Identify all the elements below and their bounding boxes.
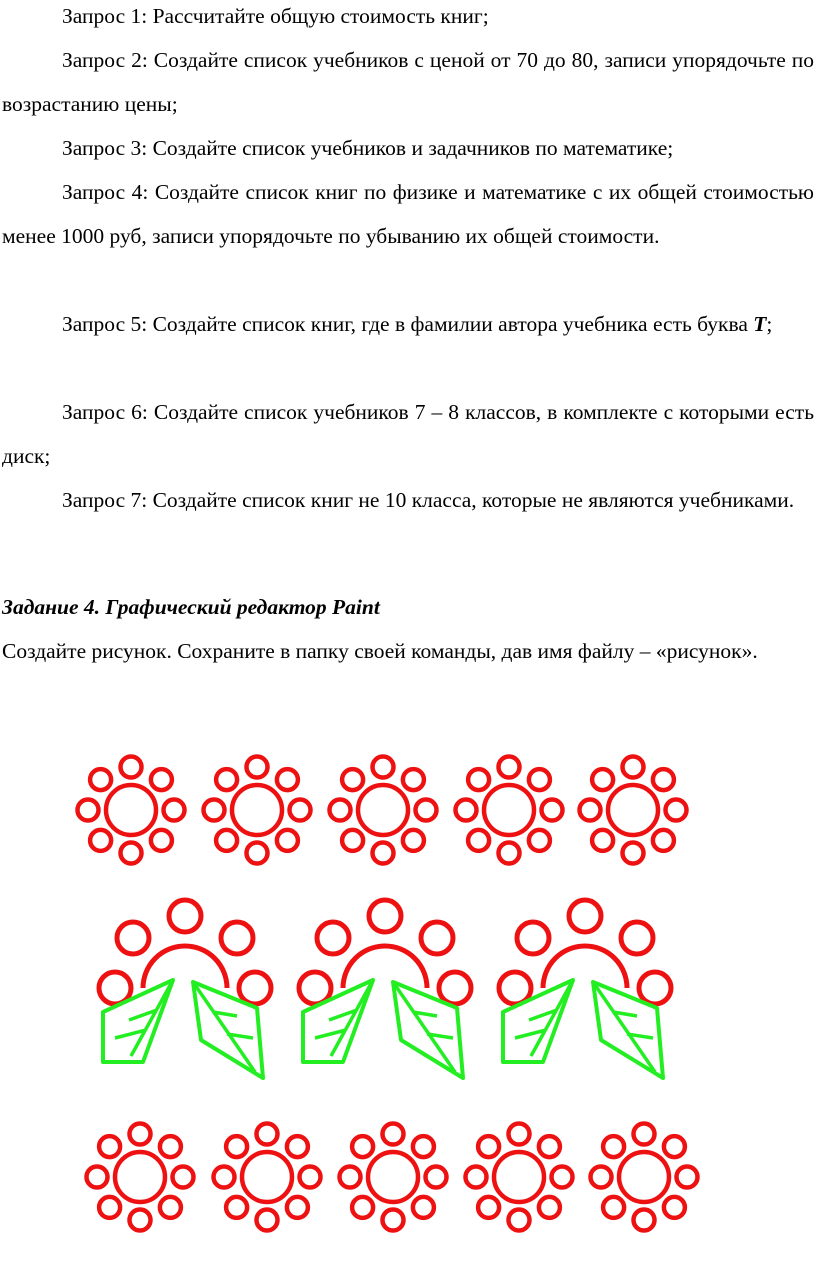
flower-petal [221,922,253,954]
flower-petal [239,972,271,1004]
flower-petal [592,769,613,790]
flower-petal [216,830,237,851]
flower-petal [151,830,172,851]
query-1: Запрос 1: Рассчитайте общую стоимость книг; [62,4,489,28]
flower-petal [373,843,394,864]
flower-petal [383,1210,404,1231]
small-flower-bottom-1 [87,1124,194,1231]
flower-petal [340,1167,361,1188]
flower-petal [90,830,111,851]
flower-petal [603,1197,624,1218]
small-flower-top-5 [580,757,687,864]
flower-petal [664,1197,685,1218]
small-flower-top-3 [330,757,437,864]
flower-petal [330,800,351,821]
flower-center [494,1152,544,1202]
flower-petal [529,830,550,851]
flower-petal [342,769,363,790]
flower-petal [204,800,225,821]
flower-center [484,785,534,835]
flower-petal [677,1167,698,1188]
large-flower-3 [499,900,671,1078]
flower-petal [416,800,437,821]
flower-petal [373,757,394,778]
flower-petal [413,1136,434,1157]
flower-petal [509,1210,530,1231]
flower-center [106,785,156,835]
flower-petal [383,1124,404,1145]
flower-petal [591,1167,612,1188]
query-3: Запрос 3: Создайте список учебников и задачников по математике; [62,136,674,160]
flower-petal [216,769,237,790]
flower-petal [287,1197,308,1218]
flower-petal [117,922,149,954]
flower-half-center [343,946,427,988]
query-4: Запрос 4: Создайте список книг по физике и математике с их общей стоимостью менее 1000 руб, записи упорядочьте по убыванию их общей стоимости. [2,180,814,248]
small-flower-bottom-2 [214,1124,321,1231]
flower-petal [226,1136,247,1157]
query-7: Запрос 7: Создайте список книг не 10 класса, которые не являются учебниками. [62,488,795,512]
flower-petal [342,830,363,851]
flower-petal [623,843,644,864]
task-heading: Задание 4. Графический редактор Paint [2,595,380,619]
large-flower-2 [299,900,471,1078]
flower-petal [499,757,520,778]
flower-petal [352,1197,373,1218]
flower-petal [99,1136,120,1157]
query-5 [2,302,814,346]
flower-petal [160,1136,181,1157]
flower-center [115,1152,165,1202]
flower-petal [456,800,477,821]
flower-petal [90,769,111,790]
flower-petal [468,830,489,851]
flower-petal [468,769,489,790]
flower-petal [403,769,424,790]
leaf-left [103,980,173,1062]
small-flower-top-2 [204,757,311,864]
flower-petal [160,1197,181,1218]
task-instruction: Создайте рисунок. Сохраните в папку своей команды, дав имя файлу – «рисунок». [2,639,758,663]
flower-petal [621,922,653,954]
leaf-left [503,980,573,1062]
flower-petal [634,1124,655,1145]
query-5-end: ; [766,312,773,336]
flower-petal [151,769,172,790]
flower-petal [478,1197,499,1218]
flower-petal [509,1124,530,1145]
flower-petal [317,922,349,954]
flower-petal [426,1167,447,1188]
flower-petal [121,843,142,864]
flower-petal [542,800,563,821]
paint-drawing-illustration [0,740,816,1264]
flower-petal [226,1197,247,1218]
flower-petal [569,900,601,932]
flower-center [619,1152,669,1202]
flower-petal [499,843,520,864]
flower-petal [164,800,185,821]
flower-petal [634,1210,655,1231]
flower-petal [99,1197,120,1218]
flower-petal [439,972,471,1004]
flower-petal [403,830,424,851]
flower-petal [592,830,613,851]
flower-petal [603,1136,624,1157]
query-6: Запрос 6: Создайте список учебников 7 – 8 классов, в комплекте с которыми есть диск; [2,400,814,468]
flower-petal [247,757,268,778]
flower-petal [277,830,298,851]
flower-petal [466,1167,487,1188]
flower-petal [517,922,549,954]
small-flower-top-1 [78,757,185,864]
small-flower-bottom-5 [591,1124,698,1231]
flower-petal [639,972,671,1004]
flower-petal [78,800,99,821]
large-flower-1 [99,900,271,1078]
small-flower-top-4 [456,757,563,864]
flower-half-center [543,946,627,988]
flower-half-center [143,946,227,988]
query-5-letter: T [753,312,767,336]
flower-petal [121,757,142,778]
flower-petal [623,757,644,778]
flower-petal [421,922,453,954]
flower-petal [169,900,201,932]
flower-petal [247,843,268,864]
flower-petal [653,830,674,851]
flower-petal [664,1136,685,1157]
flower-center [232,785,282,835]
flower-petal [257,1210,278,1231]
flower-petal [478,1136,499,1157]
flower-petal [580,800,601,821]
flower-center [608,785,658,835]
flower-petal [130,1124,151,1145]
flower-petal [290,800,311,821]
query-5-text: Запрос 5: Создайте список книг, где в фамилии автора учебника есть буква [62,312,754,336]
flower-petal [287,1136,308,1157]
flower-petal [300,1167,321,1188]
flower-center [368,1152,418,1202]
flower-petal [352,1136,373,1157]
query-2: Запрос 2: Создайте список учебников с ценой от 70 до 80, записи упорядочьте по возрастанию цены; [2,48,814,116]
small-flower-bottom-3 [340,1124,447,1231]
flower-petal [529,769,550,790]
flower-petal [277,769,298,790]
flower-petal [257,1124,278,1145]
flower-center [242,1152,292,1202]
flower-petal [413,1197,434,1218]
flower-petal [214,1167,235,1188]
flower-petal [369,900,401,932]
flower-petal [539,1197,560,1218]
flower-petal [539,1136,560,1157]
flower-center [358,785,408,835]
flower-petal [173,1167,194,1188]
flower-petal [666,800,687,821]
flower-petal [130,1210,151,1231]
flower-petal [552,1167,573,1188]
flower-petal [87,1167,108,1188]
leaf-left [303,980,373,1062]
small-flower-bottom-4 [466,1124,573,1231]
flower-petal [653,769,674,790]
